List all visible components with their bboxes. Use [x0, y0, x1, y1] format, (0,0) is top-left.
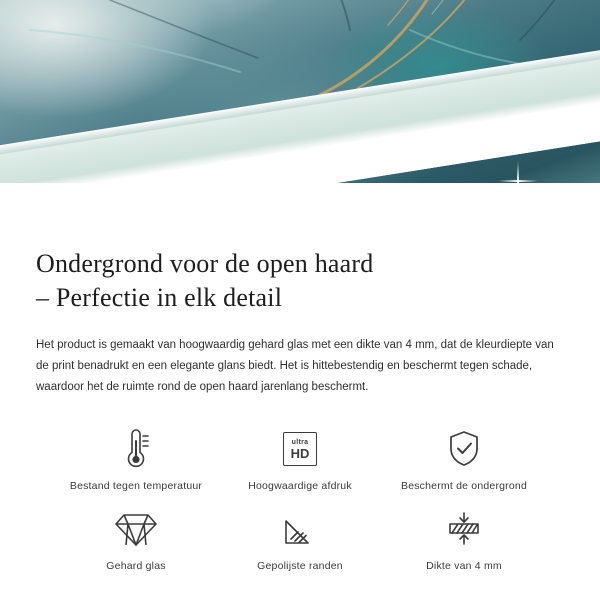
feature-label: Beschermt de ondergrond: [400, 480, 527, 493]
hero-image: [0, 0, 600, 215]
feature-item-surface-protection: [382, 426, 546, 492]
polished-edge-icon: [280, 506, 320, 552]
thickness-icon: [442, 506, 486, 552]
headline-line-2: – Perfectie in elk detail: [36, 282, 283, 312]
feature-item-tempered-glass: [54, 506, 218, 572]
feature-item-print-quality: [218, 426, 382, 492]
feature-label: Gepolijste randen: [257, 560, 343, 573]
ultra-hd-bottom-text: HD: [290, 445, 310, 461]
feature-item-temperature: [54, 426, 218, 492]
ultra-hd-top-text: ultra: [291, 438, 309, 446]
feature-item-thickness: [382, 506, 546, 572]
headline-line-1: Ondergrond voor de open haard: [36, 249, 374, 278]
feature-grid: [36, 426, 564, 572]
description-paragraph: Het product is gemaakt van hoogwaardig gehard glas met een dikte van 4 mm, dat de kleurdiepte van de print benadrukt en een elegante glans biedt. Het is hittebestendig en beschermt tegen schade, waardoor het de ruimte rond de open haard jarenlang beschermt.: [36, 338, 554, 394]
diamond-icon: [114, 506, 158, 552]
thermometer-icon: [118, 426, 154, 472]
page-title: [36, 247, 564, 315]
feature-label: Bestand tegen temperatuur: [69, 480, 203, 493]
feature-item-polished-edges: [218, 506, 382, 572]
feature-label: Dikte van 4 mm: [426, 560, 502, 573]
feature-label: Hoogwaardige afdruk: [248, 480, 352, 493]
content-section: [0, 215, 600, 572]
ultra-hd-icon: [283, 426, 317, 472]
shield-check-icon: [445, 426, 483, 472]
hero-bottom-fade: [0, 183, 600, 215]
feature-label: Gehard glas: [106, 560, 166, 573]
